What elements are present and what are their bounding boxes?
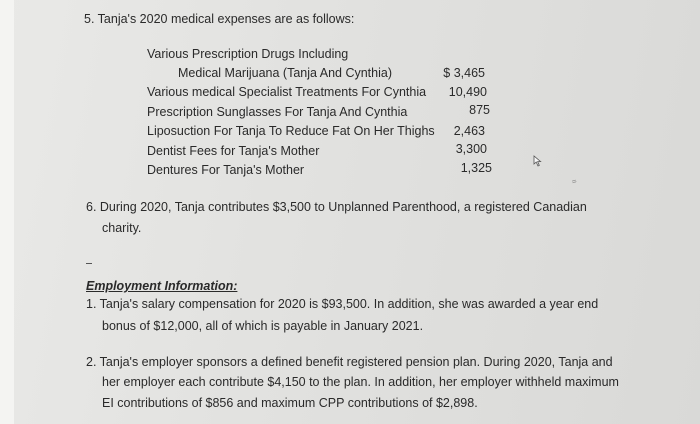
employment-item2-line: her employer each contribute $4,150 to the plan. In addition, her employer withheld maximum [102,375,619,389]
item6-line: charity. [102,221,142,235]
page-edge [0,0,14,424]
employment-item2-line: 2. Tanja's employer sponsors a defined benefit registered pension plan. During 2020, Tanja and [86,355,613,369]
expense-label: Dentures For Tanja's Mother [147,163,305,177]
expense-label: Dentist Fees for Tanja's Mother [147,144,320,158]
employment-heading: Employment Information: [86,279,238,293]
expense-amount: 1,325 [460,161,492,175]
expense-label: Prescription Sunglasses For Tanja And Cynthia [147,105,408,119]
expense-amount: 2,463 [453,124,485,138]
dash-mark [86,263,92,264]
mouse-cursor-icon [533,155,543,167]
item5-heading: 5. Tanja's 2020 medical expenses are as follows: [84,12,355,26]
item6-line: 6. During 2020, Tanja contributes $3,500 to Unplanned Parenthood, a registered Canadian [86,200,587,214]
employment-item1-line: 1. Tanja's salary compensation for 2020 is $93,500. In addition, she was awarded a year end [86,297,599,311]
expense-amount: 875 [469,103,490,117]
expense-amount: 10,490 [448,85,487,99]
employment-item1-line: bonus of $12,000, all of which is payable in January 2021. [102,319,424,333]
employment-item2-line: EI contributions of $856 and maximum CPP contributions of $2,898. [102,396,478,410]
scribble-mark: ≈ [570,176,578,187]
expense-label: Various medical Specialist Treatments For Cynthia [147,85,427,99]
expense-label: Liposuction For Tanja To Reduce Fat On Her Thighs [147,124,435,138]
expense-label: Various Prescription Drugs Including [147,47,349,61]
expense-amount: 3,300 [455,142,487,156]
expense-label: Medical Marijuana (Tanja And Cynthia) [178,66,392,80]
expense-amount: $ 3,465 [443,66,485,80]
